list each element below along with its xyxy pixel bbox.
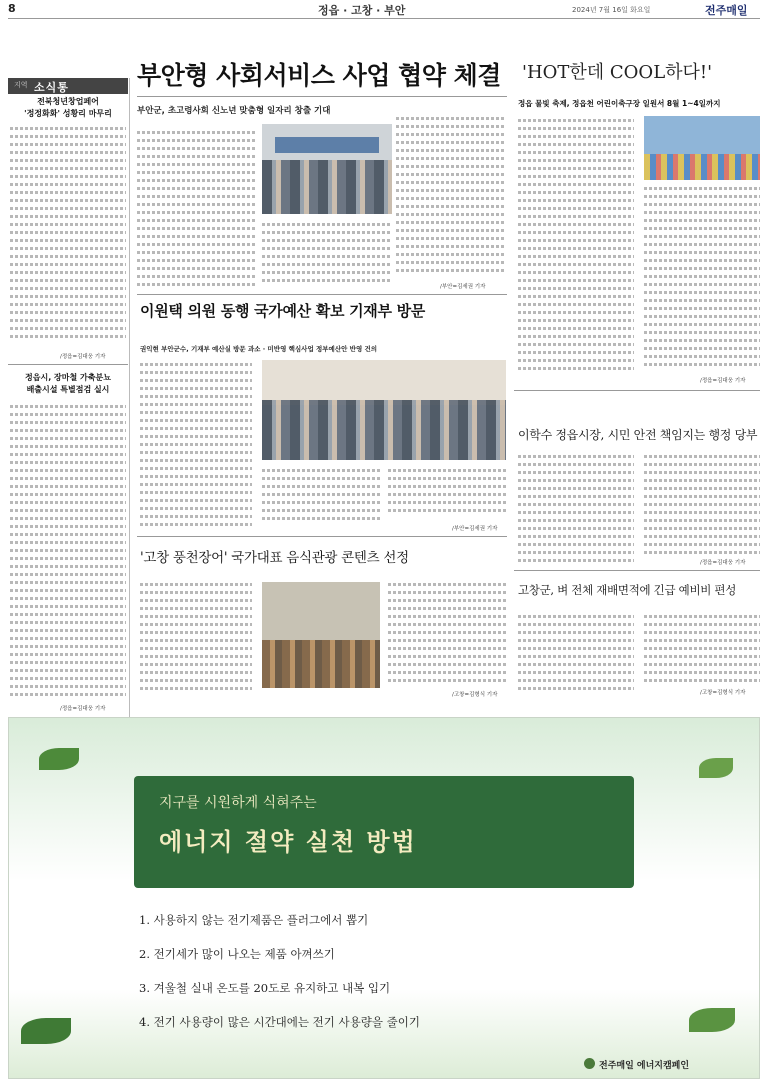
sidebar-label: 소식통 [34,81,69,94]
sidebar-story1-title-line2: '정정화화' 성황리 마무리 [24,109,112,118]
visit-body-col1 [140,360,252,528]
sidebar-label-small: 지역 [14,81,28,89]
campaign-logo-icon [584,1058,595,1069]
leaf-icon [21,1018,71,1044]
ad-tagline: 지구를 시원하게 식혀주는 [159,795,317,811]
hot-body-col2 [644,184,760,372]
lead-rule [137,96,507,97]
market-byline: /정읍=김대웅 기자 [700,560,746,566]
market-body-col2 [644,452,760,556]
food-body-col1 [140,580,252,696]
hot-body-col1 [518,116,634,372]
ad-item-1: 1. 사용하지 않는 전기제품은 플러그에서 뽑기 [139,913,369,927]
sidebar-story1-title-line1: 전북청년창업페어 [37,97,99,106]
food-headline: '고창 풍천장어' 국가대표 음식관광 콘텐츠 선정 [140,550,409,566]
sidebar-divider [8,364,128,365]
food-byline: /고창=김형식 기자 [452,692,498,698]
page-number: 8 [8,2,16,15]
sidebar-story2-title-line2: 배출시설 특별점검 실시 [26,385,110,394]
lead-headline: 부안형 사회서비스 사업 협약 체결 [137,61,501,90]
hot-photo [644,116,760,180]
lead-subheadline: 부안군, 초고령사회 신노년 맞춤형 일자리 창출 기대 [137,106,331,116]
visit-byline: /부안=김세권 기자 [452,526,498,532]
sidebar-story2-body [10,402,126,704]
page-header [0,0,768,18]
food-photo [262,582,380,688]
visit-bottom-rule [137,536,507,537]
visit-headline: 이원택 의원 동행 국가예산 확보 기재부 방문 [140,302,425,320]
visit-body-col3 [388,466,506,520]
hot-bottom-rule [514,390,760,391]
gochang-byline: /고창=김형식 기자 [700,690,746,696]
ad-item-2: 2. 전기세가 많이 나오는 제품 아껴쓰기 [139,947,335,961]
market-bottom-rule [514,570,760,571]
section-title: 정읍 · 고창 · 부안 [318,4,406,17]
lead-body-col3 [396,114,506,278]
visit-body-col2 [262,466,380,528]
visit-photo [262,360,506,460]
leaf-icon [699,758,733,778]
lead-body-col2 [262,220,392,288]
sidebar-story2-title [8,372,128,396]
ad-item-3: 3. 겨울철 실내 온도를 20도로 유지하고 내복 입기 [139,981,391,995]
hot-headline: 'HOT한데 COOL하다!' [522,62,713,83]
market-headline: 이학수 정읍시장, 시민 안전 책임지는 행정 당부 [518,428,758,442]
sidebar-story1-body [10,124,126,344]
visit-subheadline: 권익현 부안군수, 기재부 예산실 방문 과소 · 미반영 핵심사업 정부예산안 반영 건의 [140,345,378,353]
hot-byline: /정읍=김대웅 기자 [700,378,746,384]
header-divider [8,18,760,19]
sidebar-story2-title-line1: 정읍시, 장마철 가축분뇨 [25,373,111,382]
gochang-body-col1 [518,612,634,692]
leaf-icon [39,748,79,770]
market-body-col1 [518,452,634,564]
lead-byline: /부안=김세권 기자 [440,284,486,290]
hot-subheadline: 정읍 물빛 축제, 정읍천 어린이축구장 일원서 8월 1~4일까지 [518,99,721,108]
ad-item-4: 4. 전기 사용량이 많은 시간대에는 전기 사용량을 줄이기 [139,1015,420,1029]
lead-body-col1 [137,128,257,288]
ad-headline: 에너지 절약 실천 방법 [159,827,417,856]
sidebar-header [8,78,128,94]
sidebar-story1-byline: /정읍=김대웅 기자 [60,354,106,360]
gochang-body-col2 [644,612,760,684]
newspaper-brand: 전주매일 [705,4,748,17]
ad-footer: 전주매일 에너지캠페인 [599,1061,690,1071]
issue-date: 2024년 7월 16일 화요일 [572,6,651,14]
lead-bottom-rule [137,294,507,295]
sidebar-story1-title [8,96,128,120]
lead-photo [262,124,392,214]
gochang-headline: 고창군, 벼 전체 재배면적에 긴급 예비비 편성 [518,583,737,597]
sidebar-story2-byline: /정읍=김대웅 기자 [60,706,106,712]
leaf-icon [689,1008,735,1032]
energy-campaign-ad [8,717,760,1079]
food-body-col2 [388,580,506,688]
